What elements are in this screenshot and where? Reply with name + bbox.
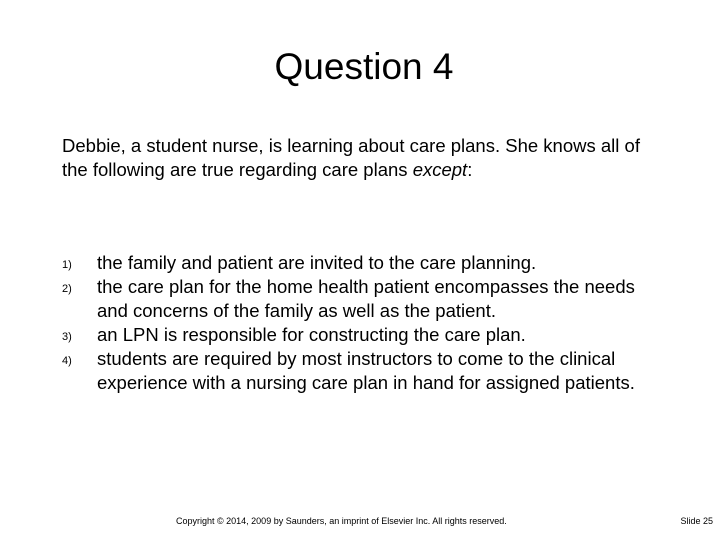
option-number: 4) bbox=[62, 355, 72, 367]
answer-option-1 bbox=[62, 251, 662, 275]
option-text: the care plan for the home health patient encompasses the needs and concerns of the family as well as the patient. bbox=[97, 276, 635, 321]
question-stem-text: Debbie, a student nurse, is learning about care plans. She knows all of the following are true regarding care plans bbox=[62, 135, 640, 180]
answer-option-4 bbox=[62, 347, 662, 395]
option-text: students are required by most instructors to come to the clinical experience with a nursing care plan in hand for assigned patients. bbox=[97, 348, 635, 393]
option-number: 2) bbox=[62, 283, 72, 295]
option-text: an LPN is responsible for constructing the care plan. bbox=[97, 324, 526, 345]
answer-option-2 bbox=[62, 275, 662, 323]
question-stem-emphasis: except bbox=[412, 159, 468, 180]
option-text: the family and patient are invited to the care planning. bbox=[97, 252, 537, 273]
option-number: 3) bbox=[62, 331, 72, 343]
answer-option-3 bbox=[62, 323, 662, 347]
slide-title: Question 4 bbox=[274, 46, 454, 87]
copyright-footer: Copyright © 2014, 2009 by Saunders, an imprint of Elsevier Inc. All rights reserved. bbox=[176, 516, 507, 526]
slide-number: Slide 25 bbox=[680, 516, 713, 526]
question-stem-punctuation: : bbox=[467, 159, 473, 180]
question-stem bbox=[62, 134, 662, 182]
answer-options-list bbox=[62, 251, 662, 395]
option-number: 1) bbox=[62, 259, 72, 271]
